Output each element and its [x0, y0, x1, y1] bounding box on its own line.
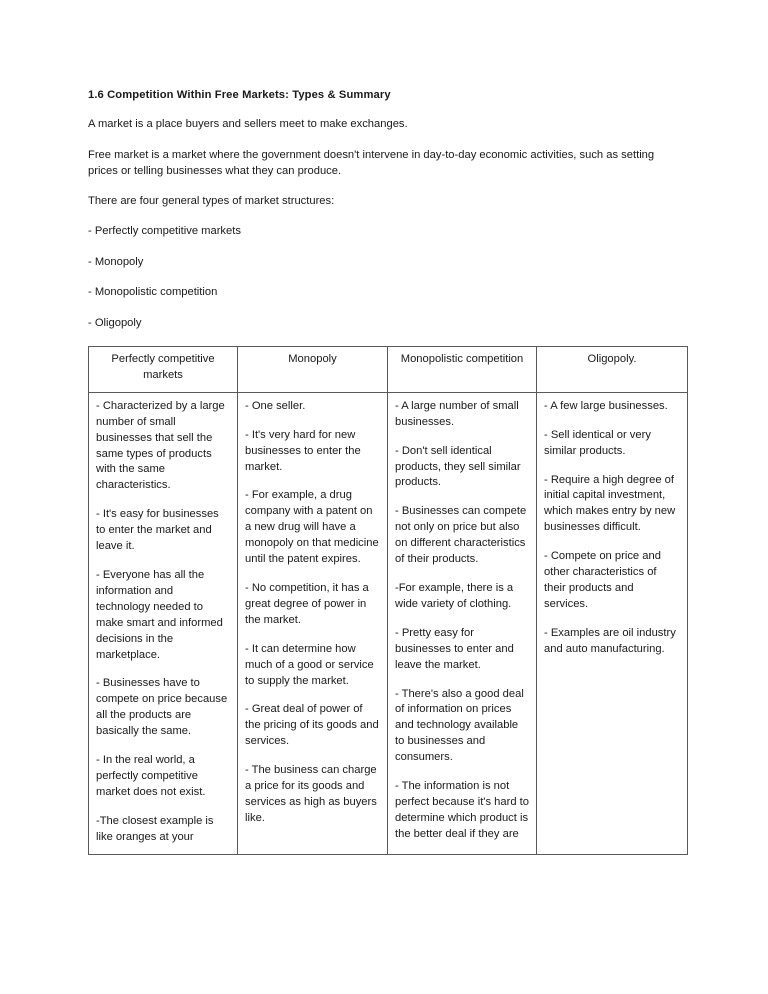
cell-paragraph: - Businesses have to compete on price because all the products are basically the same. [96, 677, 228, 738]
table-cell-perfectly-competitive-markets [88, 393, 238, 855]
table-cell-monopolistic-competition [388, 393, 537, 855]
list-item-monopolistic-competition: - Monopolistic competition [88, 286, 218, 299]
cell-paragraph: - The information is not perfect because it's hard to determine which product is the better deal if they are [395, 780, 529, 840]
cell-paragraph: -The closest example is like oranges at your [96, 814, 214, 843]
page-title: 1.6 Competition Within Free Markets: Types & Summary [88, 89, 391, 101]
cell-paragraph: - There's also a good deal of information on prices and technology available to businesses and consumers. [395, 687, 524, 764]
cell-paragraph: -For example, there is a wide variety of clothing. [395, 582, 514, 610]
paragraph-market-structures-intro: There are four general types of market structures: [88, 195, 335, 207]
cell-paragraph: - Pretty easy for businesses to enter and leave the market. [395, 626, 514, 671]
list-item-monopoly: - Monopoly [88, 255, 144, 268]
table-cell-monopoly [238, 393, 388, 855]
paragraph-market-definition: A market is a place buyers and sellers meet to make exchanges. [88, 118, 408, 131]
table-header-row [88, 346, 688, 393]
table-cell-oligopoly [537, 393, 688, 855]
market-structures-table [88, 346, 688, 855]
cell-paragraph: - Businesses can compete not only on price but also on different characteristics of their products. [395, 505, 527, 566]
cell-paragraph: - Compete on price and other characteristics of their products and services. [544, 550, 661, 610]
cell-paragraph: - In the real world, a perfectly competitive market does not exist. [96, 754, 206, 798]
cell-paragraph: - A large number of small businesses. [395, 399, 519, 428]
cell-paragraph: - Everyone has all the information and technology needed to make smart and informed decisions in the marketplace. [96, 569, 223, 661]
list-item-perfectly-competitive: - Perfectly competitive markets [88, 225, 241, 238]
cell-paragraph: - A few large businesses. [544, 399, 668, 412]
cell-paragraph: - Require a high degree of initial capital investment, which makes entry by new businesses difficult. [544, 473, 676, 534]
cell-paragraph: - Great deal of power of the pricing of its goods and services. [245, 703, 379, 748]
table-header-perfectly-competitive-markets: Perfectly competitive markets [88, 346, 238, 393]
cell-paragraph: - Sell identical or very similar products. [544, 428, 651, 457]
cell-paragraph: - It's very hard for new businesses to enter the market. [245, 428, 361, 473]
table-header-monopolistic-competition: Monopolistic competition [388, 346, 537, 393]
document-body [88, 88, 684, 855]
cell-paragraph: - The business can charge a price for its goods and services as high as buyers like. [245, 764, 377, 824]
cell-paragraph: - Examples are oil industry and auto manufacturing. [544, 626, 676, 655]
cell-paragraph: - Don't sell identical products, they sell similar products. [395, 444, 521, 489]
table-header-monopoly: Monopoly [238, 346, 388, 393]
cell-paragraph: - No competition, it has a great degree of power in the market. [245, 582, 369, 626]
table-body [88, 393, 688, 855]
cell-paragraph: - For example, a drug company with a patent on a new drug will have a monopoly on that medicine until the patent expires. [245, 489, 379, 566]
list-item-oligopoly: - Oligopoly [88, 316, 142, 329]
cell-paragraph: - It can determine how much of a good or service to supply the market. [245, 642, 374, 687]
paragraph-free-market-definition: Free market is a market where the government doesn't intervene in day-to-day economic activities, such as setting prices or telling businesses what they can produce. [88, 148, 655, 177]
table-header-row-group [88, 346, 688, 393]
cell-paragraph: - It's easy for businesses to enter the market and leave it. [96, 508, 219, 553]
table-header-oligopoly: Oligopoly. [537, 346, 688, 393]
table-row [88, 393, 688, 855]
cell-paragraph: - Characterized by a large number of small businesses that sell the same types of products with the same characteristics. [96, 399, 225, 492]
cell-paragraph: - One seller. [245, 399, 306, 412]
